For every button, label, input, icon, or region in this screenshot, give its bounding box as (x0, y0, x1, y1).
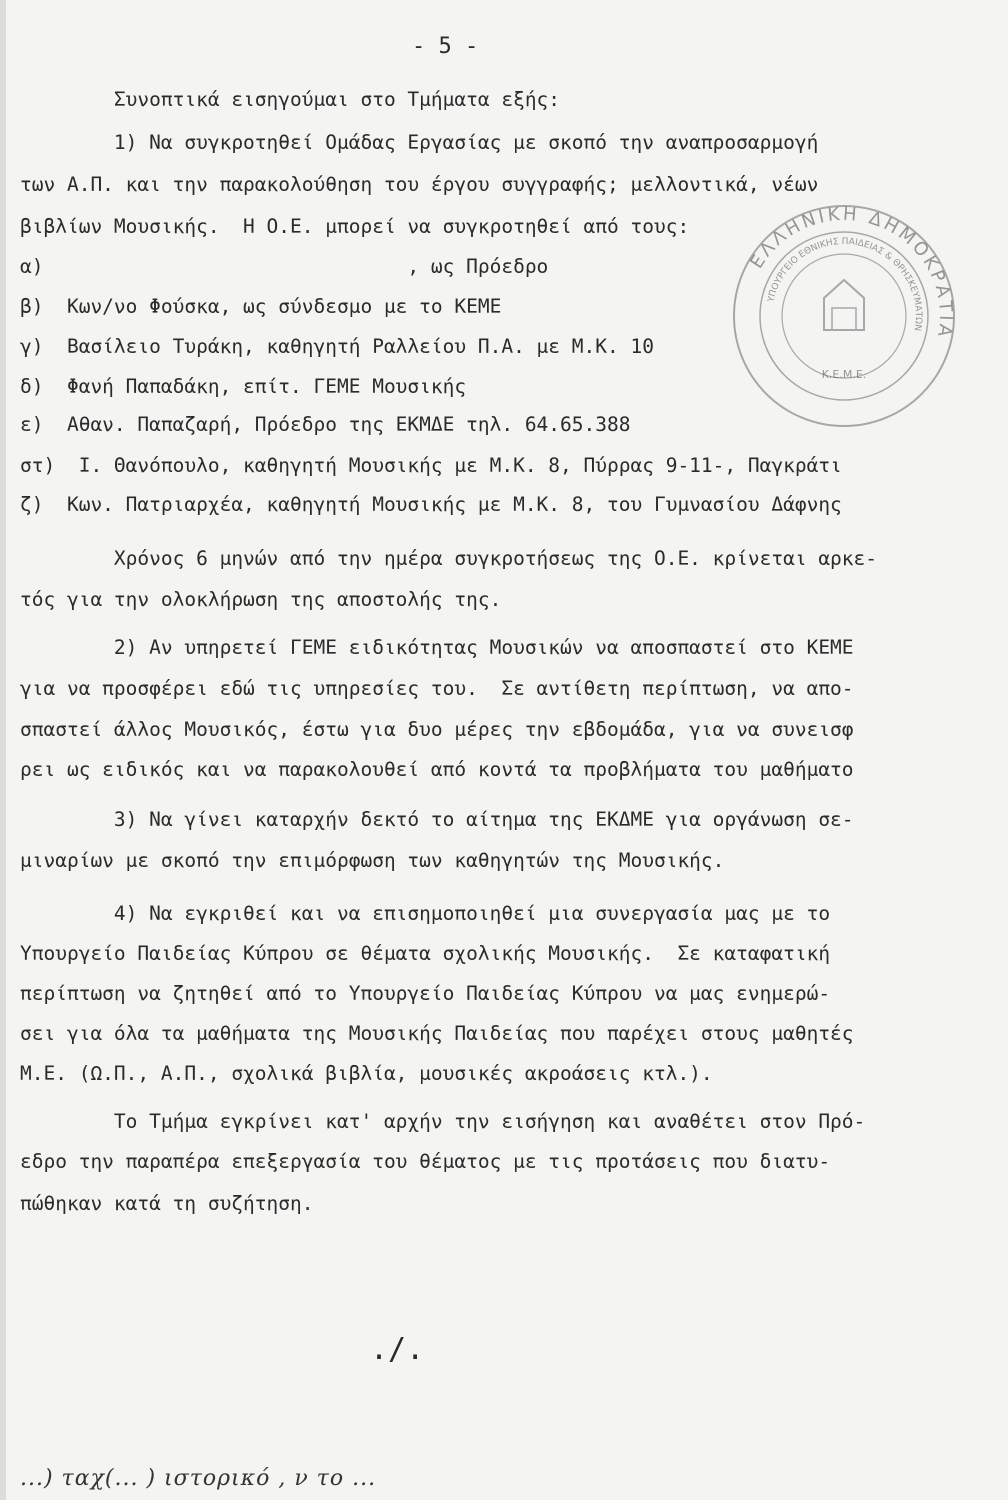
text-line-lc: γ) Βασίλειο Τυράκη, καθηγητή Ραλλείου Π.Α. με Μ.Κ. 10 (20, 335, 654, 358)
text-line-p2b: για να προσφέρει εδώ τις υπηρεσίες του. Σε αντίθετη περίπτωση, να απο- (20, 677, 854, 700)
stamp-bottom-text: Κ.Ε.Μ.Ε. (821, 368, 867, 381)
handwritten-note: ...) ταχ(... ) ιστορικό , ν το ... (20, 1466, 377, 1491)
stamp-inner-text: ΥΠΟΥΡΓΕΙΟ ΕΘΝΙΚΗΣ ΠΑΙΔΕΙΑΣ & ΘΡΗΣΚΕΥΜΑΤΩΝ (766, 236, 924, 332)
text-line-p3b: μιναρίων με σκοπό την επιμόρφωση των καθηγητών της Μουσικής. (20, 849, 725, 872)
text-line-la: α) , ως Πρόεδρο (20, 255, 549, 278)
text-line-p5b: εδρο την παραπέρα επεξεργασία του θέματος με τις προτάσεις που διατυ- (20, 1150, 831, 1173)
text-line-p1d: Χρόνος 6 μηνών από την ημέρα συγκροτήσεως της Ο.Ε. κρίνεται αρκε- (20, 547, 878, 570)
text-line-p1c: βιβλίων Μουσικής. Η Ο.Ε. μπορεί να συγκροτηθεί από τους: (20, 215, 690, 238)
text-line-p2c: σπαστεί άλλος Μουσικός, έστω για δυο μέρες την εβδομάδα, για να συνεισφ (20, 718, 854, 741)
text-line-p4e: Μ.Ε. (Ω.Π., Α.Π., σχολικά βιβλία, μουσικές ακροάσεις κτλ.). (20, 1062, 713, 1085)
text-line-le: ε) Αθαν. Παπαζαρή, Πρόεδρο της ΕΚΜΔΕ τηλ. 64.65.388 (20, 413, 631, 436)
text-line-lb: β) Κων/νο Φούσκα, ως σύνδεσμο με το ΚΕΜΕ (20, 295, 502, 318)
page-number: - 5 - (412, 34, 479, 59)
official-seal-stamp (728, 200, 960, 432)
text-line-p5a: Το Τμήμα εγκρίνει κατ' αρχήν την εισήγηση και αναθέτει στον Πρό- (20, 1110, 866, 1133)
text-line-p4d: σει για όλα τα μαθήματα της Μουσικής Παιδείας που παρέχει στους μαθητές (20, 1022, 854, 1045)
text-line-ld: δ) Φανή Παπαδάκη, επίτ. ΓΕΜΕ Μουσικής (20, 375, 467, 398)
text-line-p3a: 3) Να γίνει καταρχήν δεκτό το αίτημα της ΕΚΔΜΕ για οργάνωση σε- (20, 808, 854, 831)
text-line-lz: ζ) Κων. Πατριαρχέα, καθηγητή Μουσικής με Μ.Κ. 8, του Γυμνασίου Δάφνης (20, 493, 842, 516)
text-line-p5c: πώθηκαν κατά τη συζήτηση. (20, 1192, 314, 1215)
text-line-p4a: 4) Να εγκριθεί και να επισημοποιηθεί μια συνεργασία μας με το (20, 902, 831, 925)
text-line-p2d: ρει ως ειδικός και να παρακολουθεί από κοντά τα προβλήματα του μαθήματο (20, 758, 854, 781)
text-line-p4c: περίπτωση να ζητηθεί από το Υπουργείο Παιδείας Κύπρου να μας ενημερώ- (20, 982, 831, 1005)
text-line-intro: Συνοπτικά εισηγούμαι στο Τμήματα εξής: (20, 88, 561, 111)
text-line-p1b: των Α.Π. και την παρακολούθηση του έργου συγγραφής; μελλοντικά, νέων (20, 173, 819, 196)
text-line-p1e: τός για την ολοκλήρωση της αποστολής της. (20, 588, 502, 611)
text-line-lst: στ) Ι. Θανόπουλο, καθηγητή Μουσικής με Μ.Κ. 8, Πύρρας 9-11-, Παγκράτι (20, 454, 842, 477)
text-line-p1a: 1) Να συγκροτηθεί Ομάδας Εργασίας με σκοπό την αναπροσαρμογή (20, 131, 819, 154)
svg-text:ΕΛΛΗΝΙΚΗ ΔΗΜΟΚΡΑΤΙΑ (746, 204, 956, 341)
stamp-outer-text: ΕΛΛΗΝΙΚΗ ΔΗΜΟΚΡΑΤΙΑ (746, 203, 957, 342)
text-line-p2a: 2) Αν υπηρετεί ΓΕΜΕ ειδικότητας Μουσικών να αποσπαστεί στο ΚΕΜΕ (20, 636, 854, 659)
page-edge-shadow (0, 0, 6, 1500)
text-line-p4b: Υπουργείο Παιδείας Κύπρου σε θέματα σχολικής Μουσικής. Σε καταφατική (20, 942, 831, 965)
end-mark: ./. (370, 1332, 425, 1367)
